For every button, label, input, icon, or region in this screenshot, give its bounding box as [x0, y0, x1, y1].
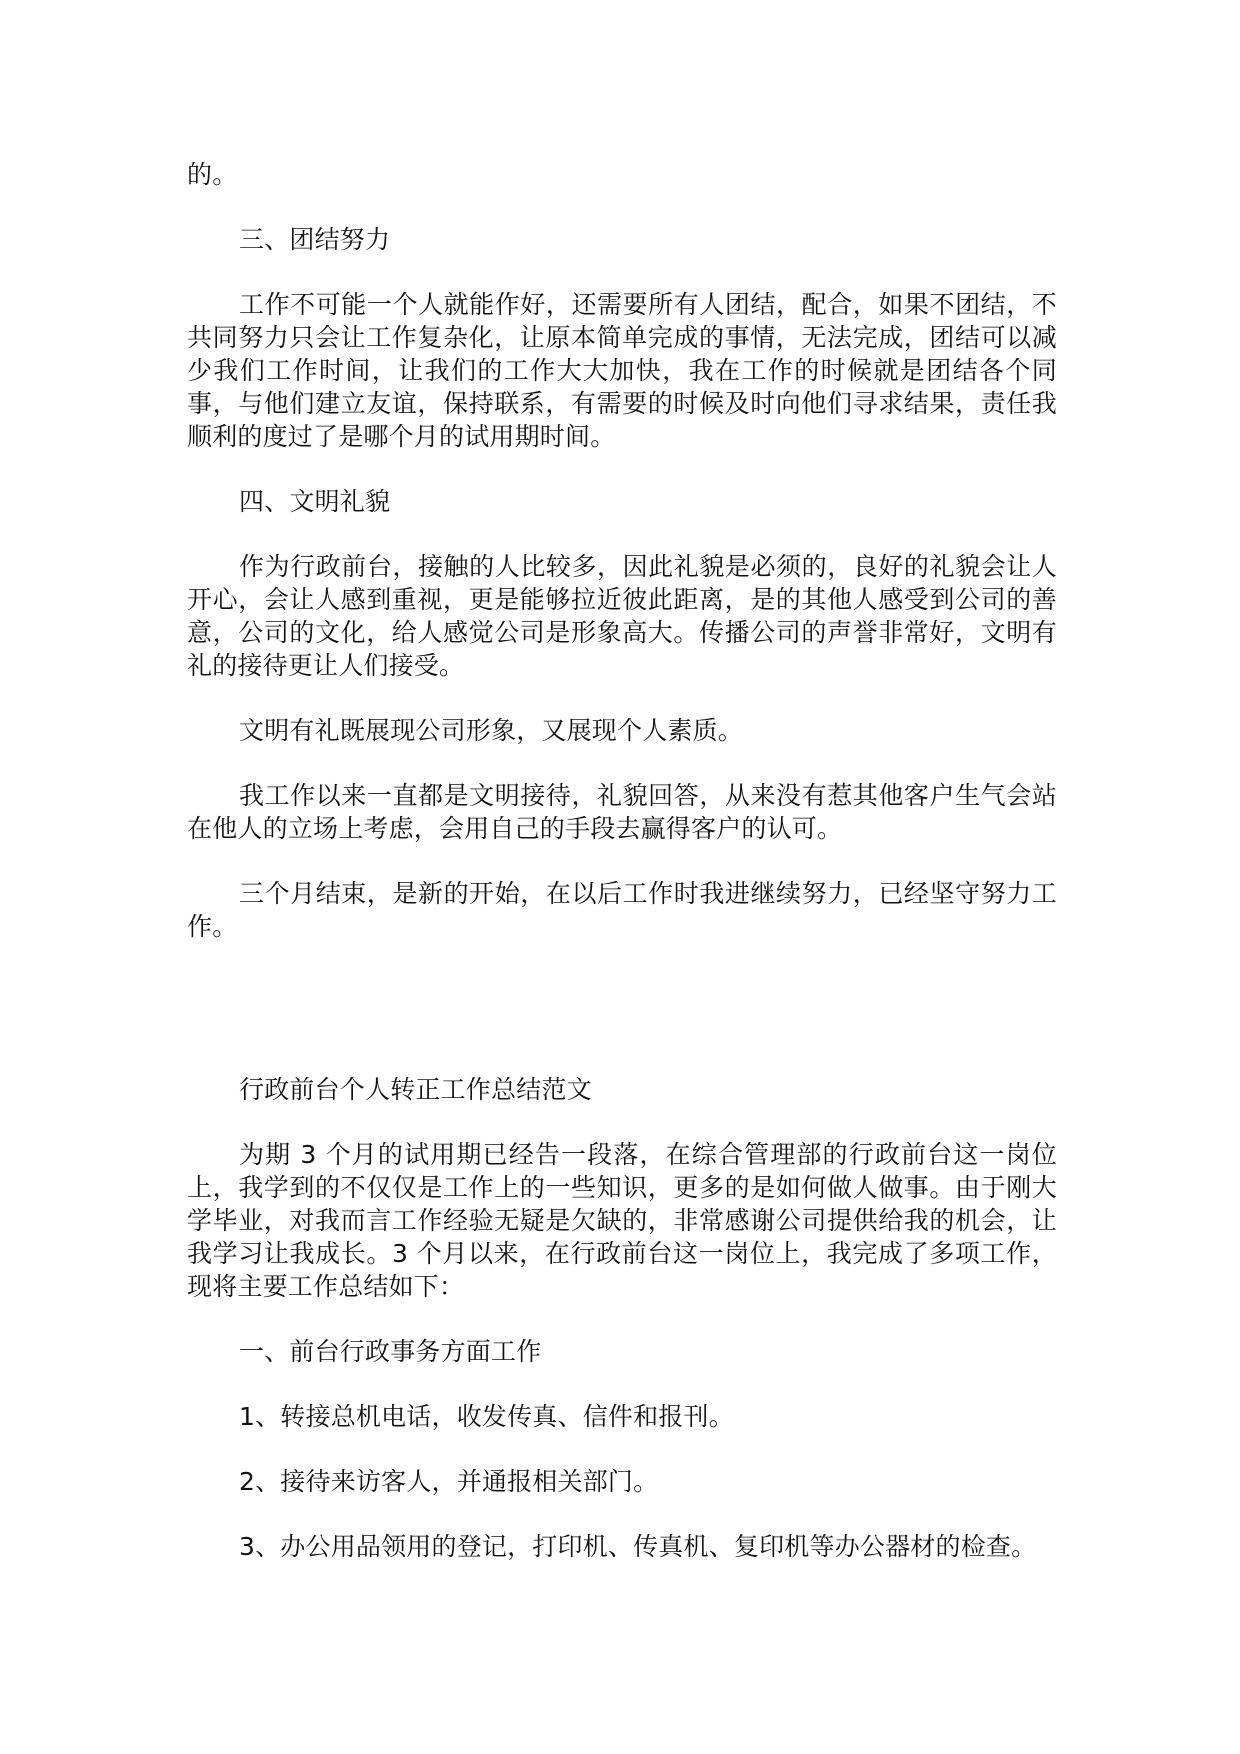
- paragraph-intro: 为期 3 个月的试用期已经告一段落，在综合管理部的行政前台这一岗位上，我学到的不仅仅是工作上的一些知识，更多的是如何做人做事。由于刚大学毕业，对我而言工作经验无疑是欠缺的，非常感谢公司提供给我的机会，让我学习让我成长。3 个月以来，在行政前台这一岗位上，我完成了多项工作，现将主要工作总结如下：: [187, 1140, 1057, 1301]
- paragraph-courtesy: 作为行政前台，接触的人比较多，因此礼貌是必须的，良好的礼貌会让人开心，会让人感到重视，更是能够拉近彼此距离，是的其他人感受到公司的善意，公司的文化，给人感觉公司是形象高大。传播公司的声誉非常好，文明有礼的接待更让人们接受。: [187, 552, 1057, 680]
- section-heading-courtesy: 四、文明礼貌: [239, 487, 391, 516]
- list-item-supplies: 3、办公用品领用的登记，打印机、传真机、复印机等办公器材的检查。: [239, 1532, 1037, 1561]
- section-spacer: [187, 975, 1057, 1073]
- list-item-phone: 1、转接总机电话，收发传真、信件和报刊。: [239, 1402, 734, 1431]
- document-title: 行政前台个人转正工作总结范文: [239, 1075, 592, 1104]
- document-body: [187, 158, 1057, 1595]
- paragraph-unity: 工作不可能一个人就能作好，还需要所有人团结，配合，如果不团结，不共同努力只会让工作复杂化，让原本简单完成的事情，无法完成，团结可以减少我们工作时间，让我们的工作大大加快，我在工作的时候就是团结各个同事，与他们建立友谊，保持联系，有需要的时候及时向他们寻求结果，责任我顺利的度过了是哪个月的试用期时间。: [187, 290, 1057, 451]
- section-heading-unity: 三、团结努力: [239, 225, 391, 254]
- section-heading-front-desk: 一、前台行政事务方面工作: [239, 1337, 542, 1366]
- paragraph-conclusion: 三个月结束，是新的开始，在以后工作时我进继续努力，已经坚守努力工作。: [187, 879, 1057, 941]
- paragraph-continuation: 的。: [187, 160, 238, 189]
- list-item-visitors: 2、接待来访客人，并通报相关部门。: [239, 1467, 659, 1496]
- paragraph-reception: 我工作以来一直都是文明接待，礼貌回答，从来没有惹其他客户生气会站在他人的立场上考虑，会用自己的手段去赢得客户的认可。: [187, 781, 1057, 843]
- paragraph-image: 文明有礼既展现公司形象，又展现个人素质。: [239, 716, 744, 745]
